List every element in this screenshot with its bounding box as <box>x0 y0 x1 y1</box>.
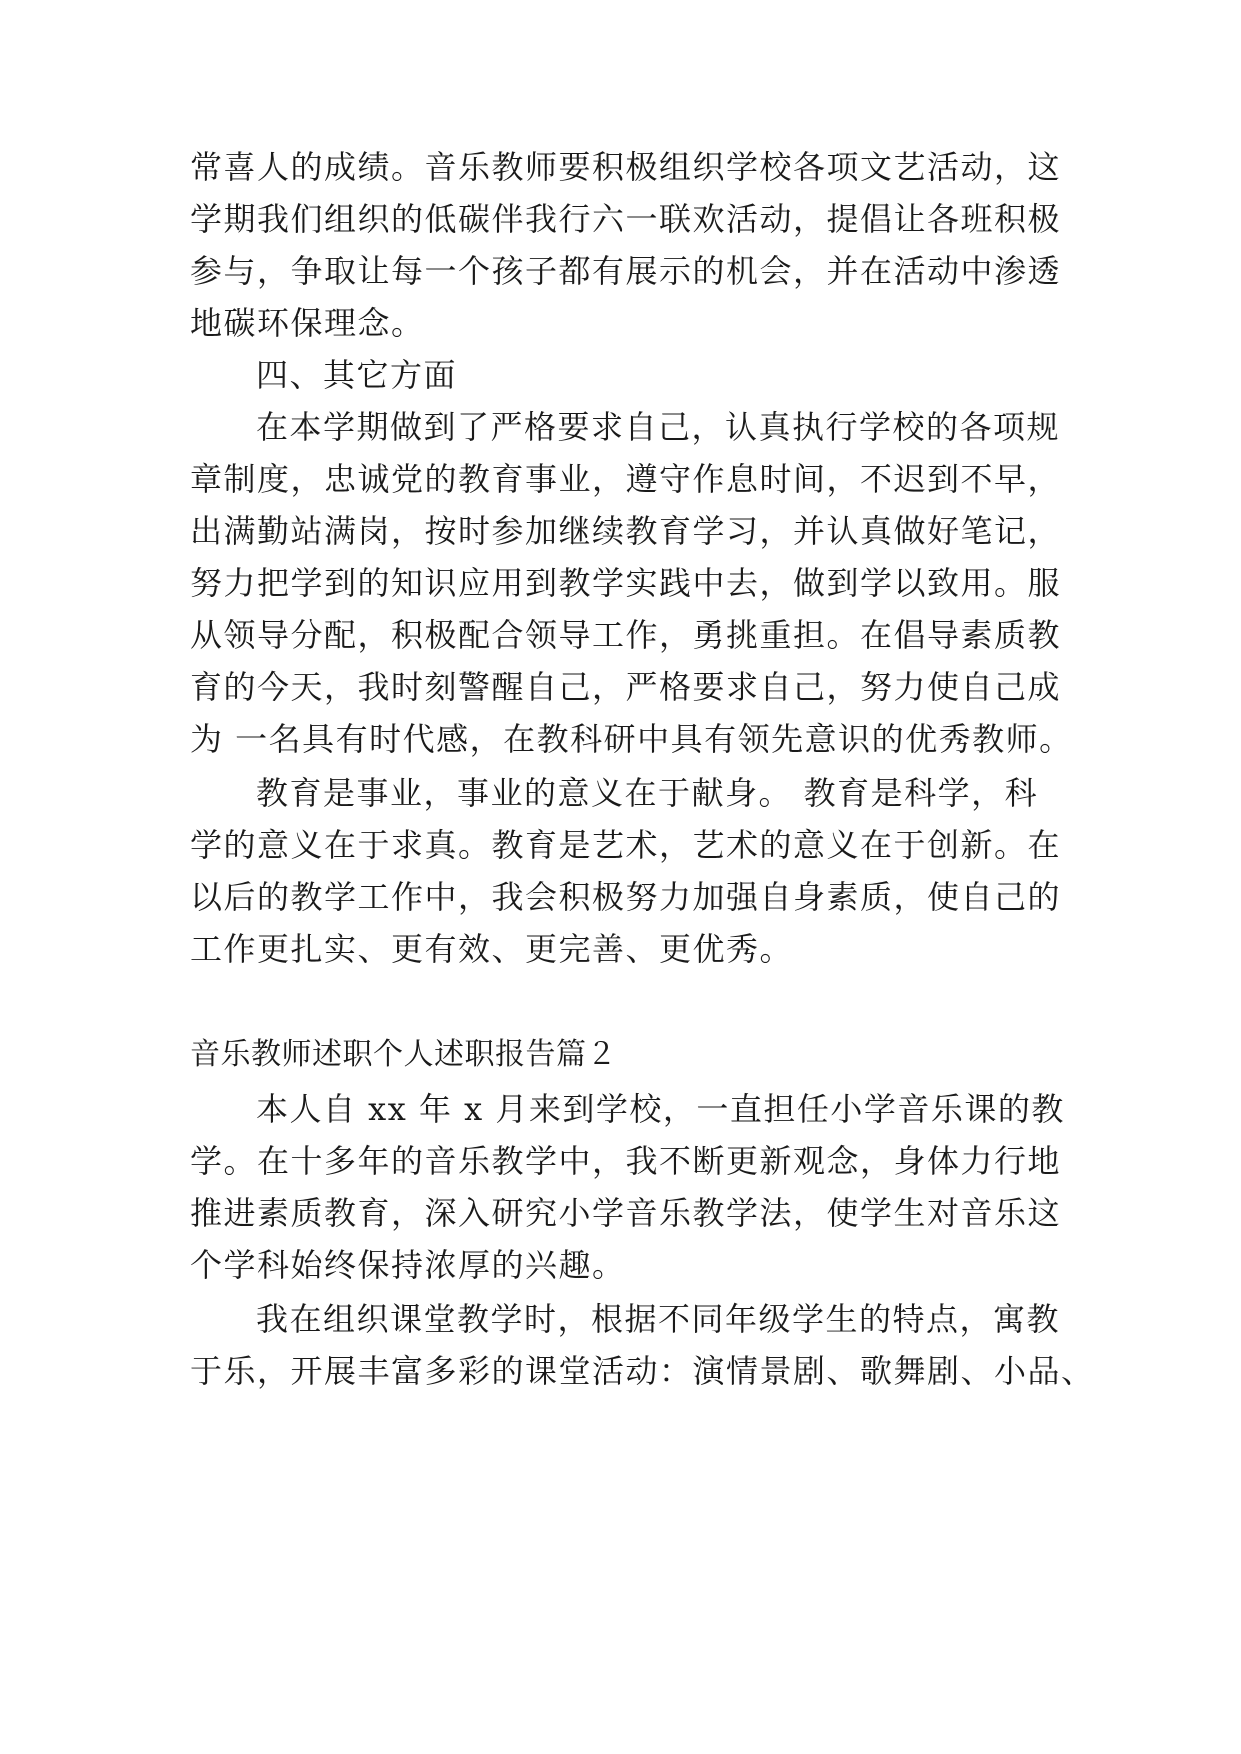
article-title: 音乐教师述职个人述职报告篇２ <box>190 1037 617 1072</box>
paragraph-line: 常喜人的成绩。音乐教师要积极组织学校各项文艺活动，这 <box>190 148 1062 186</box>
paragraph-line: 我在组织课堂教学时，根据不同年级学生的特点，寓教 <box>256 1300 1061 1338</box>
paragraph-line: 学的意义在于求真。教育是艺术，艺术的意义在于创新。在 <box>190 826 1062 864</box>
paragraph-line: 出满勤站满岗，按时参加继续教育学习，并认真做好笔记， <box>190 512 1062 550</box>
paragraph-line: 工作更扎实、更有效、更完善、更优秀。 <box>190 930 794 968</box>
paragraph-line: 学期我们组织的低碳伴我行六一联欢活动，提倡让各班积极 <box>190 200 1062 238</box>
paragraph-line: 在本学期做到了严格要求自己，认真执行学校的各项规 <box>256 408 1061 446</box>
section-heading: 四、其它方面 <box>256 356 458 394</box>
paragraph-line: 参与，争取让每一个孩子都有展示的机会，并在活动中渗透 <box>190 252 1062 290</box>
paragraph-line: 为 一名具有时代感，在教科研中具有领先意识的优秀教师。 <box>190 720 1073 758</box>
paragraph-line: 从领导分配，积极配合领导工作，勇挑重担。在倡导素质教 <box>190 616 1062 654</box>
paragraph-line: 以后的教学工作中，我会积极努力加强自身素质，使自己的 <box>190 878 1062 916</box>
paragraph-line: 学。在十多年的音乐教学中，我不断更新观念，身体力行地 <box>190 1142 1062 1180</box>
paragraph-line: 推进素质教育，深入研究小学音乐教学法，使学生对音乐这 <box>190 1194 1062 1232</box>
paragraph-line: 育的今天，我时刻警醒自己，严格要求自己，努力使自己成 <box>190 668 1062 706</box>
paragraph-line: 章制度，忠诚党的教育事业，遵守作息时间，不迟到不早， <box>190 460 1062 498</box>
paragraph-line: 个学科始终保持浓厚的兴趣。 <box>190 1246 626 1284</box>
paragraph-line: 地碳环保理念。 <box>190 304 425 342</box>
paragraph-line: 本人自 xx 年 x 月来到学校，一直担任小学音乐课的教 <box>256 1090 1065 1128</box>
paragraph-line: 教育是事业，事业的意义在于献身。 教育是科学，科 <box>256 774 1039 812</box>
paragraph-line: 努力把学到的知识应用到教学实践中去，做到学以致用。服 <box>190 564 1062 602</box>
paragraph-line: 于乐，开展丰富多彩的课堂活动：演情景剧、歌舞剧、小品、 <box>190 1352 1095 1390</box>
